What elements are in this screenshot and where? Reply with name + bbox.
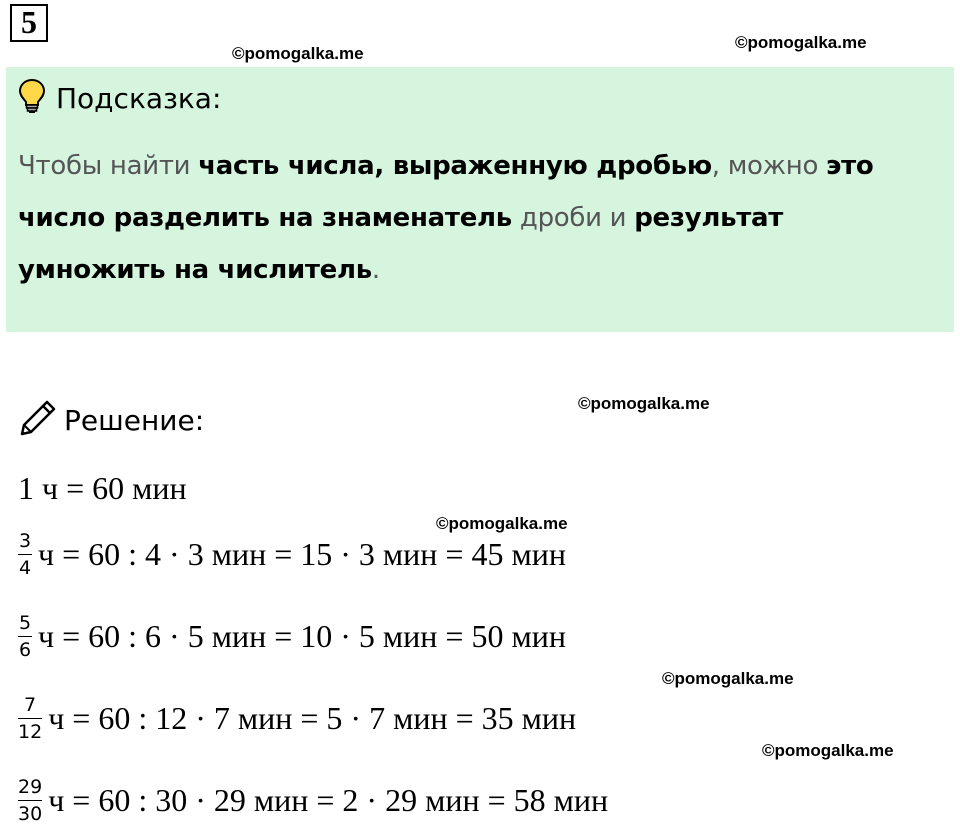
equation-text: 1 ч = 60 мин bbox=[18, 470, 187, 506]
hint-header bbox=[18, 78, 221, 119]
equation-line bbox=[18, 530, 566, 579]
equation-text: ч = 60 : 30 · 29 мин = 2 · 29 мин = 58 мин bbox=[48, 782, 609, 818]
hint-text-segment: Чтобы найти bbox=[18, 151, 199, 181]
denominator: 4 bbox=[18, 557, 32, 579]
numerator: 7 bbox=[24, 694, 37, 716]
watermark: ©pomogalka.me bbox=[578, 394, 710, 413]
fraction-bar bbox=[18, 554, 32, 555]
solution-title: Решение: bbox=[64, 404, 205, 437]
hint-text-emphasis: это число разделить на знаменатель bbox=[18, 151, 874, 233]
lightbulb-icon bbox=[18, 78, 46, 119]
hint-text bbox=[18, 140, 938, 296]
solution-header bbox=[18, 398, 204, 443]
fraction-bar bbox=[18, 800, 42, 801]
fraction-bar bbox=[18, 718, 42, 719]
hint-title: Подсказка: bbox=[56, 82, 222, 115]
equation-text: ч = 60 : 6 · 5 мин = 10 · 5 мин = 50 мин bbox=[38, 618, 566, 654]
equation-text: ч = 60 : 4 · 3 мин = 15 · 3 мин = 45 мин bbox=[38, 536, 566, 572]
fraction-bar bbox=[18, 636, 32, 637]
hint-text-segment: . bbox=[371, 255, 380, 285]
watermark: ©pomogalka.me bbox=[735, 33, 867, 52]
equation-line bbox=[18, 470, 187, 507]
hint-text-emphasis: часть числа, выраженную дробью bbox=[198, 151, 712, 181]
equation-text: ч = 60 : 12 · 7 мин = 5 · 7 мин = 35 мин bbox=[48, 700, 577, 736]
numerator: 3 bbox=[18, 530, 32, 552]
hint-text-segment: , можно bbox=[711, 151, 827, 181]
denominator: 30 bbox=[18, 803, 43, 825]
numerator: 29 bbox=[18, 776, 43, 798]
watermark: ©pomogalka.me bbox=[436, 514, 568, 533]
fraction bbox=[18, 776, 42, 825]
hint-text-emphasis: результат умножить на числитель bbox=[18, 203, 784, 285]
denominator: 6 bbox=[18, 639, 32, 661]
fraction bbox=[18, 694, 42, 743]
hint-text-segment: дроби и bbox=[511, 203, 635, 233]
watermark: ©pomogalka.me bbox=[232, 44, 364, 63]
watermark: ©pomogalka.me bbox=[662, 669, 794, 688]
task-number: 5 bbox=[10, 4, 48, 42]
equation-line bbox=[18, 612, 566, 661]
equation-line bbox=[18, 694, 576, 743]
denominator: 12 bbox=[18, 721, 43, 743]
equation-line bbox=[18, 776, 608, 825]
pencil-icon bbox=[18, 398, 58, 443]
fraction bbox=[18, 530, 32, 579]
watermark: ©pomogalka.me bbox=[762, 741, 894, 760]
fraction bbox=[18, 612, 32, 661]
numerator: 5 bbox=[18, 612, 32, 634]
